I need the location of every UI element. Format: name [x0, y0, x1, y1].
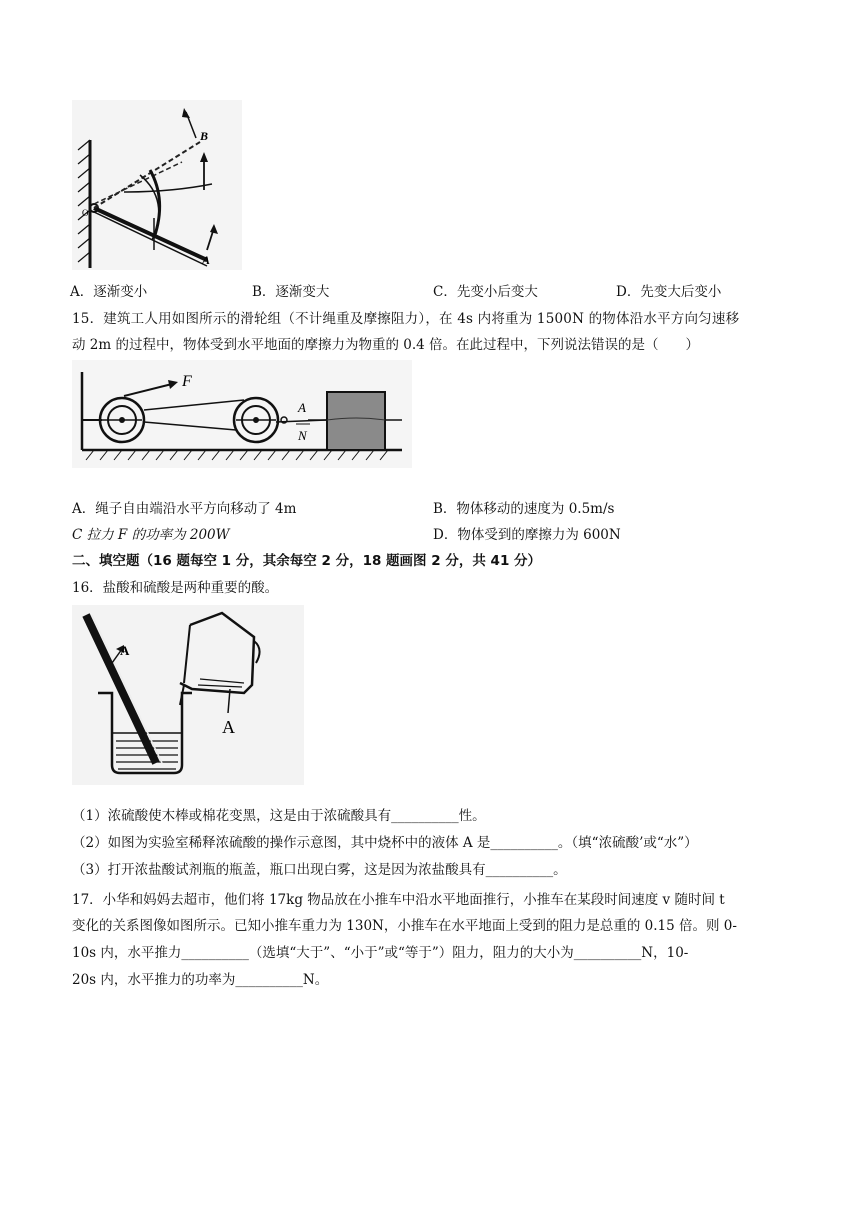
q15-stem-line2: 动 2m 的过程中，物体受到水平地面的摩擦力为物重的 0.4 倍。在此过程中，下列说法错误的是（ ）: [72, 337, 700, 353]
q15-option-c: C 拉力 F 的功率为 200W: [72, 527, 230, 543]
q14-label-b: B: [200, 129, 209, 143]
q15-label-f: F: [182, 373, 192, 390]
q17-line2: 变化的关系图像如图所示。已知小推车重力为 130N，小推车在水平地面上受到的阻力是总重的 0.15 倍。则 0-: [72, 918, 737, 934]
q15-label-a: A: [298, 400, 306, 415]
q15-label-n: N: [298, 428, 307, 443]
q14-option-b: B．逐渐变大: [252, 284, 330, 300]
q14-option-c: C．先变小后变大: [433, 284, 538, 300]
q14-label-o: O: [82, 208, 89, 218]
q14-option-d: D．先变大后变小: [616, 284, 722, 300]
q14-option-a: A．逐渐变小: [70, 284, 148, 300]
q17-line1: 17．小华和妈妈去超市，他们将 17kg 物品放在小推车中沿水平地面推行，小推车在某段时间速度 v 随时间 t: [72, 892, 725, 908]
q16-label-a-top: A: [120, 643, 130, 658]
q16-label-a-bottom: A: [222, 717, 235, 737]
q16-stem: 16．盐酸和硫酸是两种重要的酸。: [72, 580, 279, 596]
q15-option-a: A．绳子自由端沿水平方向移动了 4m: [72, 501, 297, 517]
section-heading: 二、填空题（16 题每空 1 分，其余每空 2 分，18 题画图 2 分，共 41 分）: [72, 553, 542, 569]
q17-line3: 10s 内，水平推力__________（选填“大于”、“小于”或“等于”）阻力，阻力的大小为__________N，10-: [72, 945, 689, 961]
q17-line4: 20s 内，水平推力的功率为__________N。: [72, 972, 329, 988]
q16-part-3: （3）打开浓盐酸试剂瓶的瓶盖，瓶口出现白雾，这是因为浓盐酸具有__________。: [72, 862, 567, 878]
q16-part-2: （2）如图为实验室稀释浓硫酸的操作示意图，其中烧杯中的液体 A 是__________。（填“浓硫酸’或“水”）: [72, 835, 698, 851]
q15-option-d: D．物体受到的摩擦力为 600N: [433, 527, 621, 543]
q15-option-b: B．物体移动的速度为 0.5m/s: [433, 501, 615, 517]
q14-lever-figure: [72, 100, 242, 270]
q15-pulley-figure: [72, 360, 412, 468]
q16-part-1: （1）浓硫酸使木棒或棉花变黑，这是由于浓硫酸具有__________性。: [72, 808, 486, 824]
q16-dilution-figure: [72, 605, 304, 785]
q15-stem-line1: 15．建筑工人用如图所示的滑轮组（不计绳重及摩擦阻力），在 4s 内将重为 1500N 的物体沿水平方向匀速移: [72, 311, 740, 327]
q14-label-a: A: [202, 253, 211, 267]
